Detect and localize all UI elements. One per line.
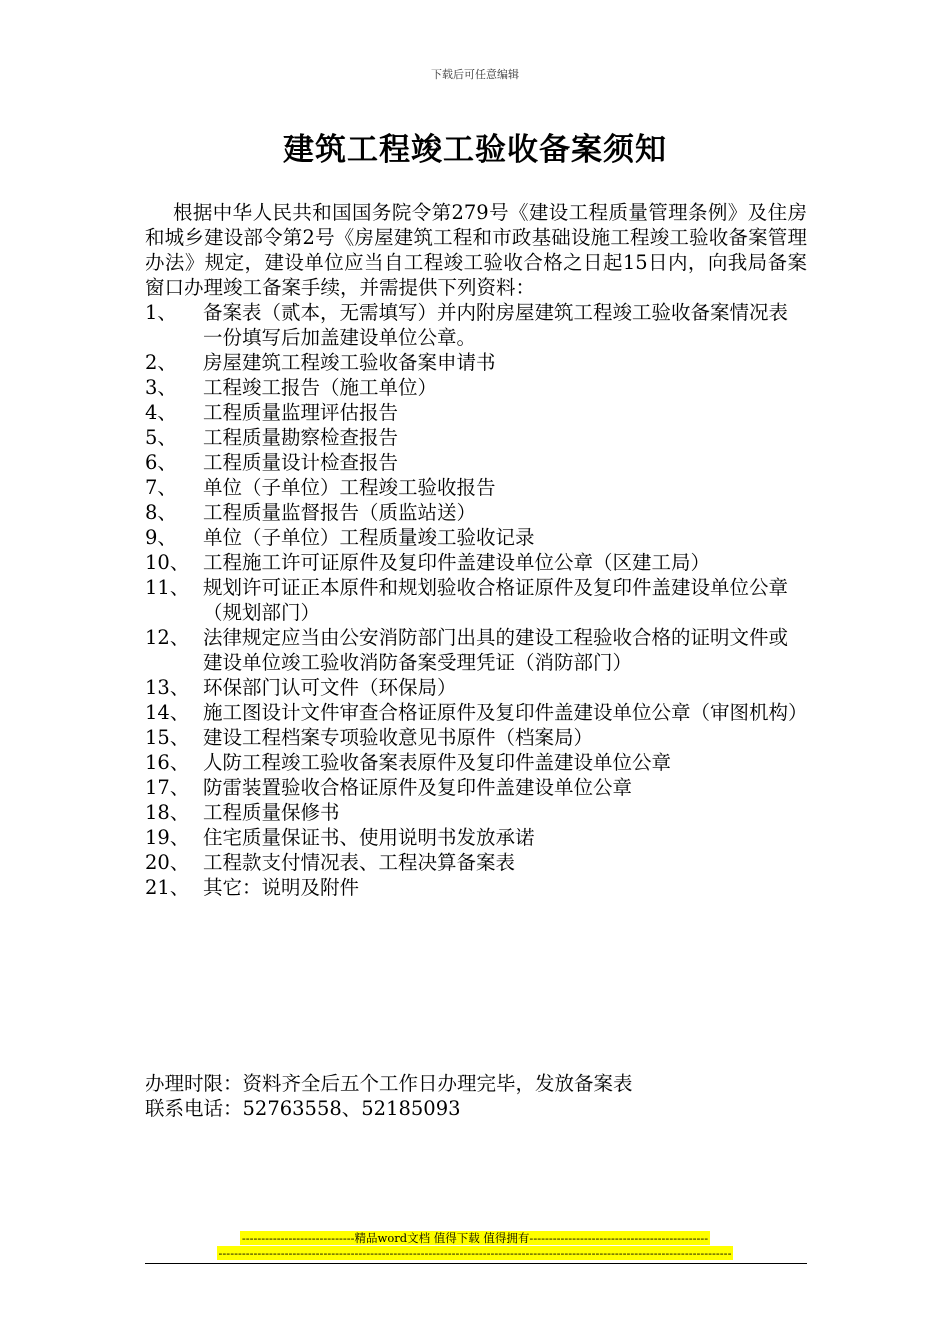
footer-banner-line-1	[0, 1231, 950, 1245]
list-item	[145, 750, 807, 775]
item-text: 工程质量监理评估报告	[203, 401, 399, 424]
item-number: 5、	[145, 426, 177, 449]
item-number: 1、	[145, 301, 177, 324]
list-item	[145, 425, 807, 450]
list-item	[145, 350, 807, 375]
item-number: 6、	[145, 451, 177, 474]
list-item	[145, 875, 807, 900]
item-text: 其它：说明及附件	[203, 876, 360, 899]
document-body	[145, 200, 807, 900]
item-text: 房屋建筑工程竣工验收备案申请书	[203, 351, 496, 374]
requirements-list	[145, 300, 807, 900]
item-number: 17、	[145, 776, 190, 799]
item-text: 工程施工许可证原件及复印件盖建设单位公章（区建工局）	[203, 551, 711, 574]
item-text: 备案表（贰本，无需填写）并内附房屋建筑工程竣工验收备案情况表一份填写后加盖建设单位公章。	[203, 301, 789, 349]
footer-banner-dashes: ------------------------------------------------------------------------------------------------------------------------------------	[218, 1246, 732, 1260]
list-item	[145, 300, 807, 350]
list-item	[145, 625, 807, 675]
item-text: 人防工程竣工验收备案表原件及复印件盖建设单位公章	[203, 751, 672, 774]
item-text: 工程款支付情况表、工程决算备案表	[203, 851, 516, 874]
footer-banner-text: -----------------------------精品word文档 值得下载 值得拥有----------------------------------------------	[241, 1231, 709, 1245]
item-text: 单位（子单位）工程竣工验收报告	[203, 476, 496, 499]
item-text: 规划许可证正本原件和规划验收合格证原件及复印件盖建设单位公章（规划部门）	[203, 576, 789, 624]
item-text: 工程质量勘察检查报告	[203, 426, 399, 449]
list-item	[145, 500, 807, 525]
item-number: 4、	[145, 401, 177, 424]
list-item	[145, 525, 807, 550]
item-text: 建设工程档案专项验收意见书原件（档案局）	[203, 726, 594, 749]
item-number: 14、	[145, 701, 190, 724]
item-number: 12、	[145, 626, 190, 649]
item-text: 住宅质量保证书、使用说明书发放承诺	[203, 826, 535, 849]
processing-time: 办理时限：资料齐全后五个工作日办理完毕，发放备案表	[145, 1072, 633, 1095]
item-number: 21、	[145, 876, 190, 899]
item-number: 18、	[145, 801, 190, 824]
list-item	[145, 550, 807, 575]
header-note: 下载后可任意编辑	[431, 68, 519, 81]
item-number: 9、	[145, 526, 177, 549]
item-number: 15、	[145, 726, 190, 749]
item-number: 8、	[145, 501, 177, 524]
list-item	[145, 800, 807, 825]
item-text: 防雷装置验收合格证原件及复印件盖建设单位公章	[203, 776, 633, 799]
item-text: 单位（子单位）工程质量竣工验收记录	[203, 526, 535, 549]
item-text: 法律规定应当由公安消防部门出具的建设工程验收合格的证明文件或建设单位竣工验收消防备案受理凭证（消防部门）	[203, 626, 789, 674]
footer-info	[145, 1071, 807, 1121]
item-number: 2、	[145, 351, 177, 374]
item-text: 施工图设计文件审查合格证原件及复印件盖建设单位公章（审图机构）	[203, 701, 808, 724]
item-number: 20、	[145, 851, 190, 874]
item-number: 3、	[145, 376, 177, 399]
list-item	[145, 850, 807, 875]
item-text: 工程质量设计检查报告	[203, 451, 399, 474]
list-item	[145, 375, 807, 400]
footer-banner-line-2	[0, 1246, 950, 1260]
list-item	[145, 575, 807, 625]
item-number: 10、	[145, 551, 190, 574]
list-item	[145, 825, 807, 850]
list-item	[145, 450, 807, 475]
item-text: 工程质量监督报告（质监站送）	[203, 501, 477, 524]
list-item	[145, 475, 807, 500]
item-number: 7、	[145, 476, 177, 499]
item-number: 11、	[145, 576, 190, 599]
list-item	[145, 700, 807, 725]
contact-phone: 联系电话：52763558、52185093	[145, 1097, 461, 1120]
item-number: 13、	[145, 676, 190, 699]
item-number: 19、	[145, 826, 190, 849]
item-text: 工程质量保修书	[203, 801, 340, 824]
item-text: 工程竣工报告（施工单位）	[203, 376, 438, 399]
list-item	[145, 775, 807, 800]
footer-divider	[145, 1263, 807, 1264]
list-item	[145, 400, 807, 425]
list-item	[145, 725, 807, 750]
document-title: 建筑工程竣工验收备案须知	[283, 132, 667, 168]
item-text: 环保部门认可文件（环保局）	[203, 676, 457, 699]
intro-paragraph: 根据中华人民共和国国务院令第279号《建设工程质量管理条例》及住房和城乡建设部令第2号《房屋建筑工程和市政基础设施工程竣工验收备案管理办法》规定，建设单位应当自工程竣工验收合格之日起15日内，向我局备案窗口办理竣工备案手续，并需提供下列资料：	[145, 201, 807, 299]
item-number: 16、	[145, 751, 190, 774]
list-item	[145, 675, 807, 700]
